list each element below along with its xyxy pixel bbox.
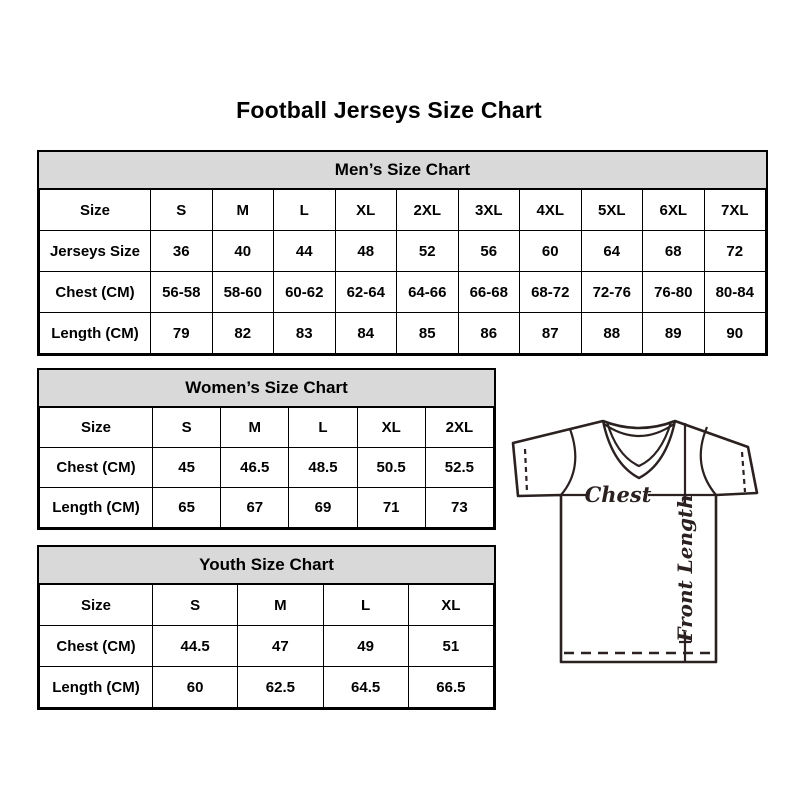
youth-size-table	[37, 545, 496, 710]
row-label-cell: Size	[40, 585, 153, 626]
value-cell: XL	[357, 408, 425, 448]
value-cell: 66-68	[458, 272, 520, 313]
value-cell: 60	[520, 231, 582, 272]
value-cell: 52.5	[425, 448, 493, 488]
mens-table-header: Men’s Size Chart	[39, 152, 766, 189]
value-cell: 83	[274, 313, 336, 354]
table-row	[40, 408, 494, 448]
value-cell: M	[212, 190, 274, 231]
value-cell: 49	[323, 626, 408, 667]
table-row	[40, 626, 494, 667]
jersey-outline	[513, 421, 757, 662]
value-cell: 79	[151, 313, 213, 354]
value-cell: 72	[704, 231, 766, 272]
value-cell: 66.5	[408, 667, 493, 708]
value-cell: 5XL	[581, 190, 643, 231]
value-cell: 7XL	[704, 190, 766, 231]
value-cell: 67	[221, 488, 289, 528]
table-row	[40, 488, 494, 528]
value-cell: 64	[581, 231, 643, 272]
table-row	[40, 667, 494, 708]
value-cell: S	[153, 408, 221, 448]
value-cell: 6XL	[643, 190, 705, 231]
value-cell: L	[289, 408, 357, 448]
value-cell: 69	[289, 488, 357, 528]
row-label-cell: Length (CM)	[40, 488, 153, 528]
value-cell: 71	[357, 488, 425, 528]
value-cell: 52	[397, 231, 459, 272]
value-cell: 46.5	[221, 448, 289, 488]
value-cell: 87	[520, 313, 582, 354]
right-armhole-seam	[701, 427, 716, 495]
value-cell: 4XL	[520, 190, 582, 231]
value-cell: XL	[335, 190, 397, 231]
value-cell: 56	[458, 231, 520, 272]
value-cell: 72-76	[581, 272, 643, 313]
mens-table-grid	[39, 189, 766, 354]
table-row	[40, 231, 766, 272]
value-cell: 68	[643, 231, 705, 272]
youth-table-header: Youth Size Chart	[39, 547, 494, 584]
value-cell: M	[238, 585, 323, 626]
right-cuff-stitch-line	[742, 452, 745, 492]
womens-size-table	[37, 368, 496, 530]
row-label-cell: Chest (CM)	[40, 272, 151, 313]
value-cell: 62.5	[238, 667, 323, 708]
row-label-cell: Length (CM)	[40, 667, 153, 708]
value-cell: 3XL	[458, 190, 520, 231]
value-cell: 76-80	[643, 272, 705, 313]
value-cell: 85	[397, 313, 459, 354]
row-label-cell: Size	[40, 408, 153, 448]
value-cell: 73	[425, 488, 493, 528]
value-cell: 2XL	[425, 408, 493, 448]
value-cell: 45	[153, 448, 221, 488]
row-label-cell: Chest (CM)	[40, 626, 153, 667]
value-cell: 2XL	[397, 190, 459, 231]
value-cell: 60-62	[274, 272, 336, 313]
value-cell: 65	[153, 488, 221, 528]
jersey-measurement-diagram	[500, 408, 800, 678]
value-cell: 80-84	[704, 272, 766, 313]
value-cell: 89	[643, 313, 705, 354]
value-cell: 62-64	[335, 272, 397, 313]
value-cell: M	[221, 408, 289, 448]
value-cell: 88	[581, 313, 643, 354]
value-cell: 40	[212, 231, 274, 272]
table-row	[40, 190, 766, 231]
table-row	[40, 272, 766, 313]
value-cell: L	[323, 585, 408, 626]
row-label-cell: Length (CM)	[40, 313, 151, 354]
value-cell: 64.5	[323, 667, 408, 708]
value-cell: 44	[274, 231, 336, 272]
page-title: Football Jerseys Size Chart	[236, 97, 542, 123]
row-label-cell: Size	[40, 190, 151, 231]
value-cell: 50.5	[357, 448, 425, 488]
womens-table-header: Women’s Size Chart	[39, 370, 494, 407]
left-armhole-seam	[561, 429, 575, 495]
value-cell: 47	[238, 626, 323, 667]
value-cell: XL	[408, 585, 493, 626]
front-length-label: Front Length	[673, 494, 697, 642]
value-cell: 58-60	[212, 272, 274, 313]
value-cell: 48.5	[289, 448, 357, 488]
womens-table-grid	[39, 407, 494, 528]
value-cell: 90	[704, 313, 766, 354]
value-cell: 86	[458, 313, 520, 354]
value-cell: 68-72	[520, 272, 582, 313]
value-cell: 84	[335, 313, 397, 354]
value-cell: 44.5	[153, 626, 238, 667]
value-cell: L	[274, 190, 336, 231]
value-cell: 51	[408, 626, 493, 667]
value-cell: 56-58	[151, 272, 213, 313]
value-cell: 48	[335, 231, 397, 272]
value-cell: 64-66	[397, 272, 459, 313]
value-cell: 82	[212, 313, 274, 354]
chest-label: Chest	[584, 482, 652, 507]
value-cell: S	[151, 190, 213, 231]
value-cell: 36	[151, 231, 213, 272]
table-row	[40, 448, 494, 488]
youth-table-grid	[39, 584, 494, 708]
row-label-cell: Chest (CM)	[40, 448, 153, 488]
value-cell: 60	[153, 667, 238, 708]
value-cell: S	[153, 585, 238, 626]
left-cuff-stitch-line	[525, 449, 527, 492]
table-row	[40, 585, 494, 626]
row-label-cell: Jerseys Size	[40, 231, 151, 272]
table-row	[40, 313, 766, 354]
mens-size-table	[37, 150, 768, 356]
